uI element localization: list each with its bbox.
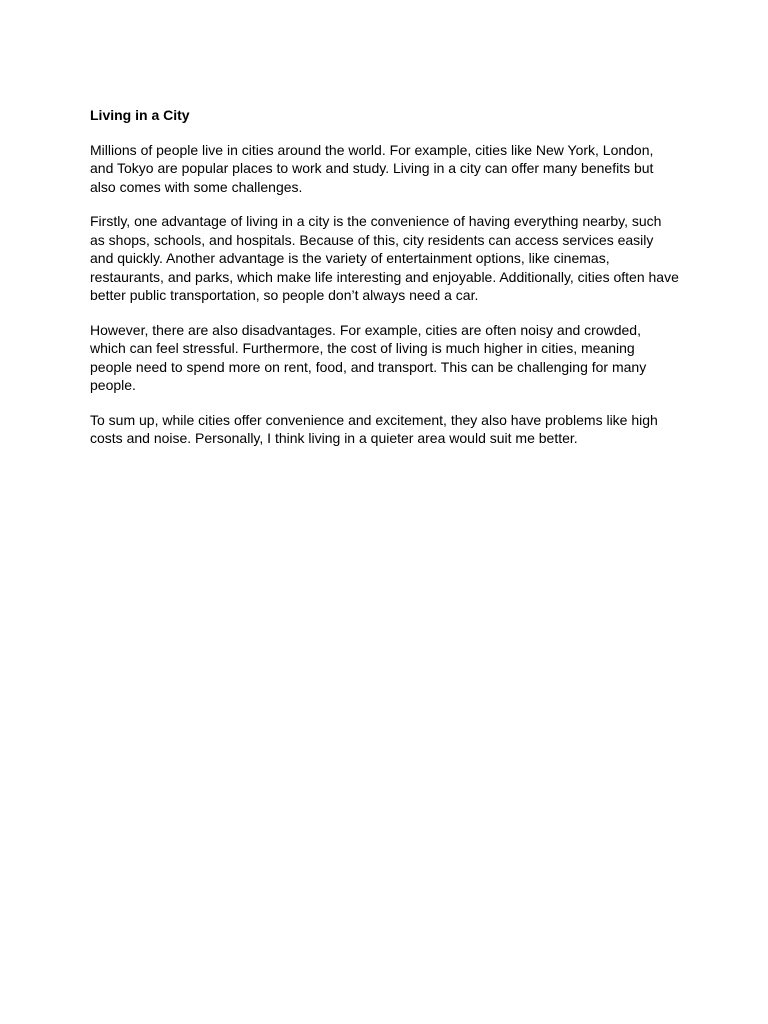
paragraph-introduction: Millions of people live in cities around the world. For example, cities like New York, London, and Tokyo are popular places to work and study. Living in a city can offer many benefits but also comes with some challenges. [90, 141, 654, 195]
paragraph-conclusion: To sum up, while cities offer convenience and excitement, they also have problems like high costs and noise. Personally, I think living in a quieter area would suit me better. [90, 411, 658, 446]
paragraph-disadvantages: However, there are also disadvantages. For example, cities are often noisy and crowded, which can feel stressful. Furthermore, the cost of living is much higher in cities, meaning people need to spend more on rent, food, and transport. This can be challenging for many people. [90, 321, 647, 393]
document-body [90, 106, 680, 464]
document-title: Living in a City [90, 107, 190, 123]
paragraph-advantages: Firstly, one advantage of living in a city is the convenience of having everything nearby, such as shops, schools, and hospitals. Because of this, city residents can access services easily and quickly. Another advantage is the variety of entertainment options, like cinemas, restaurants, and parks, which make life interesting and enjoyable. Additionally, cities often have better public transportation, so people don’t always need a car. [90, 213, 679, 303]
